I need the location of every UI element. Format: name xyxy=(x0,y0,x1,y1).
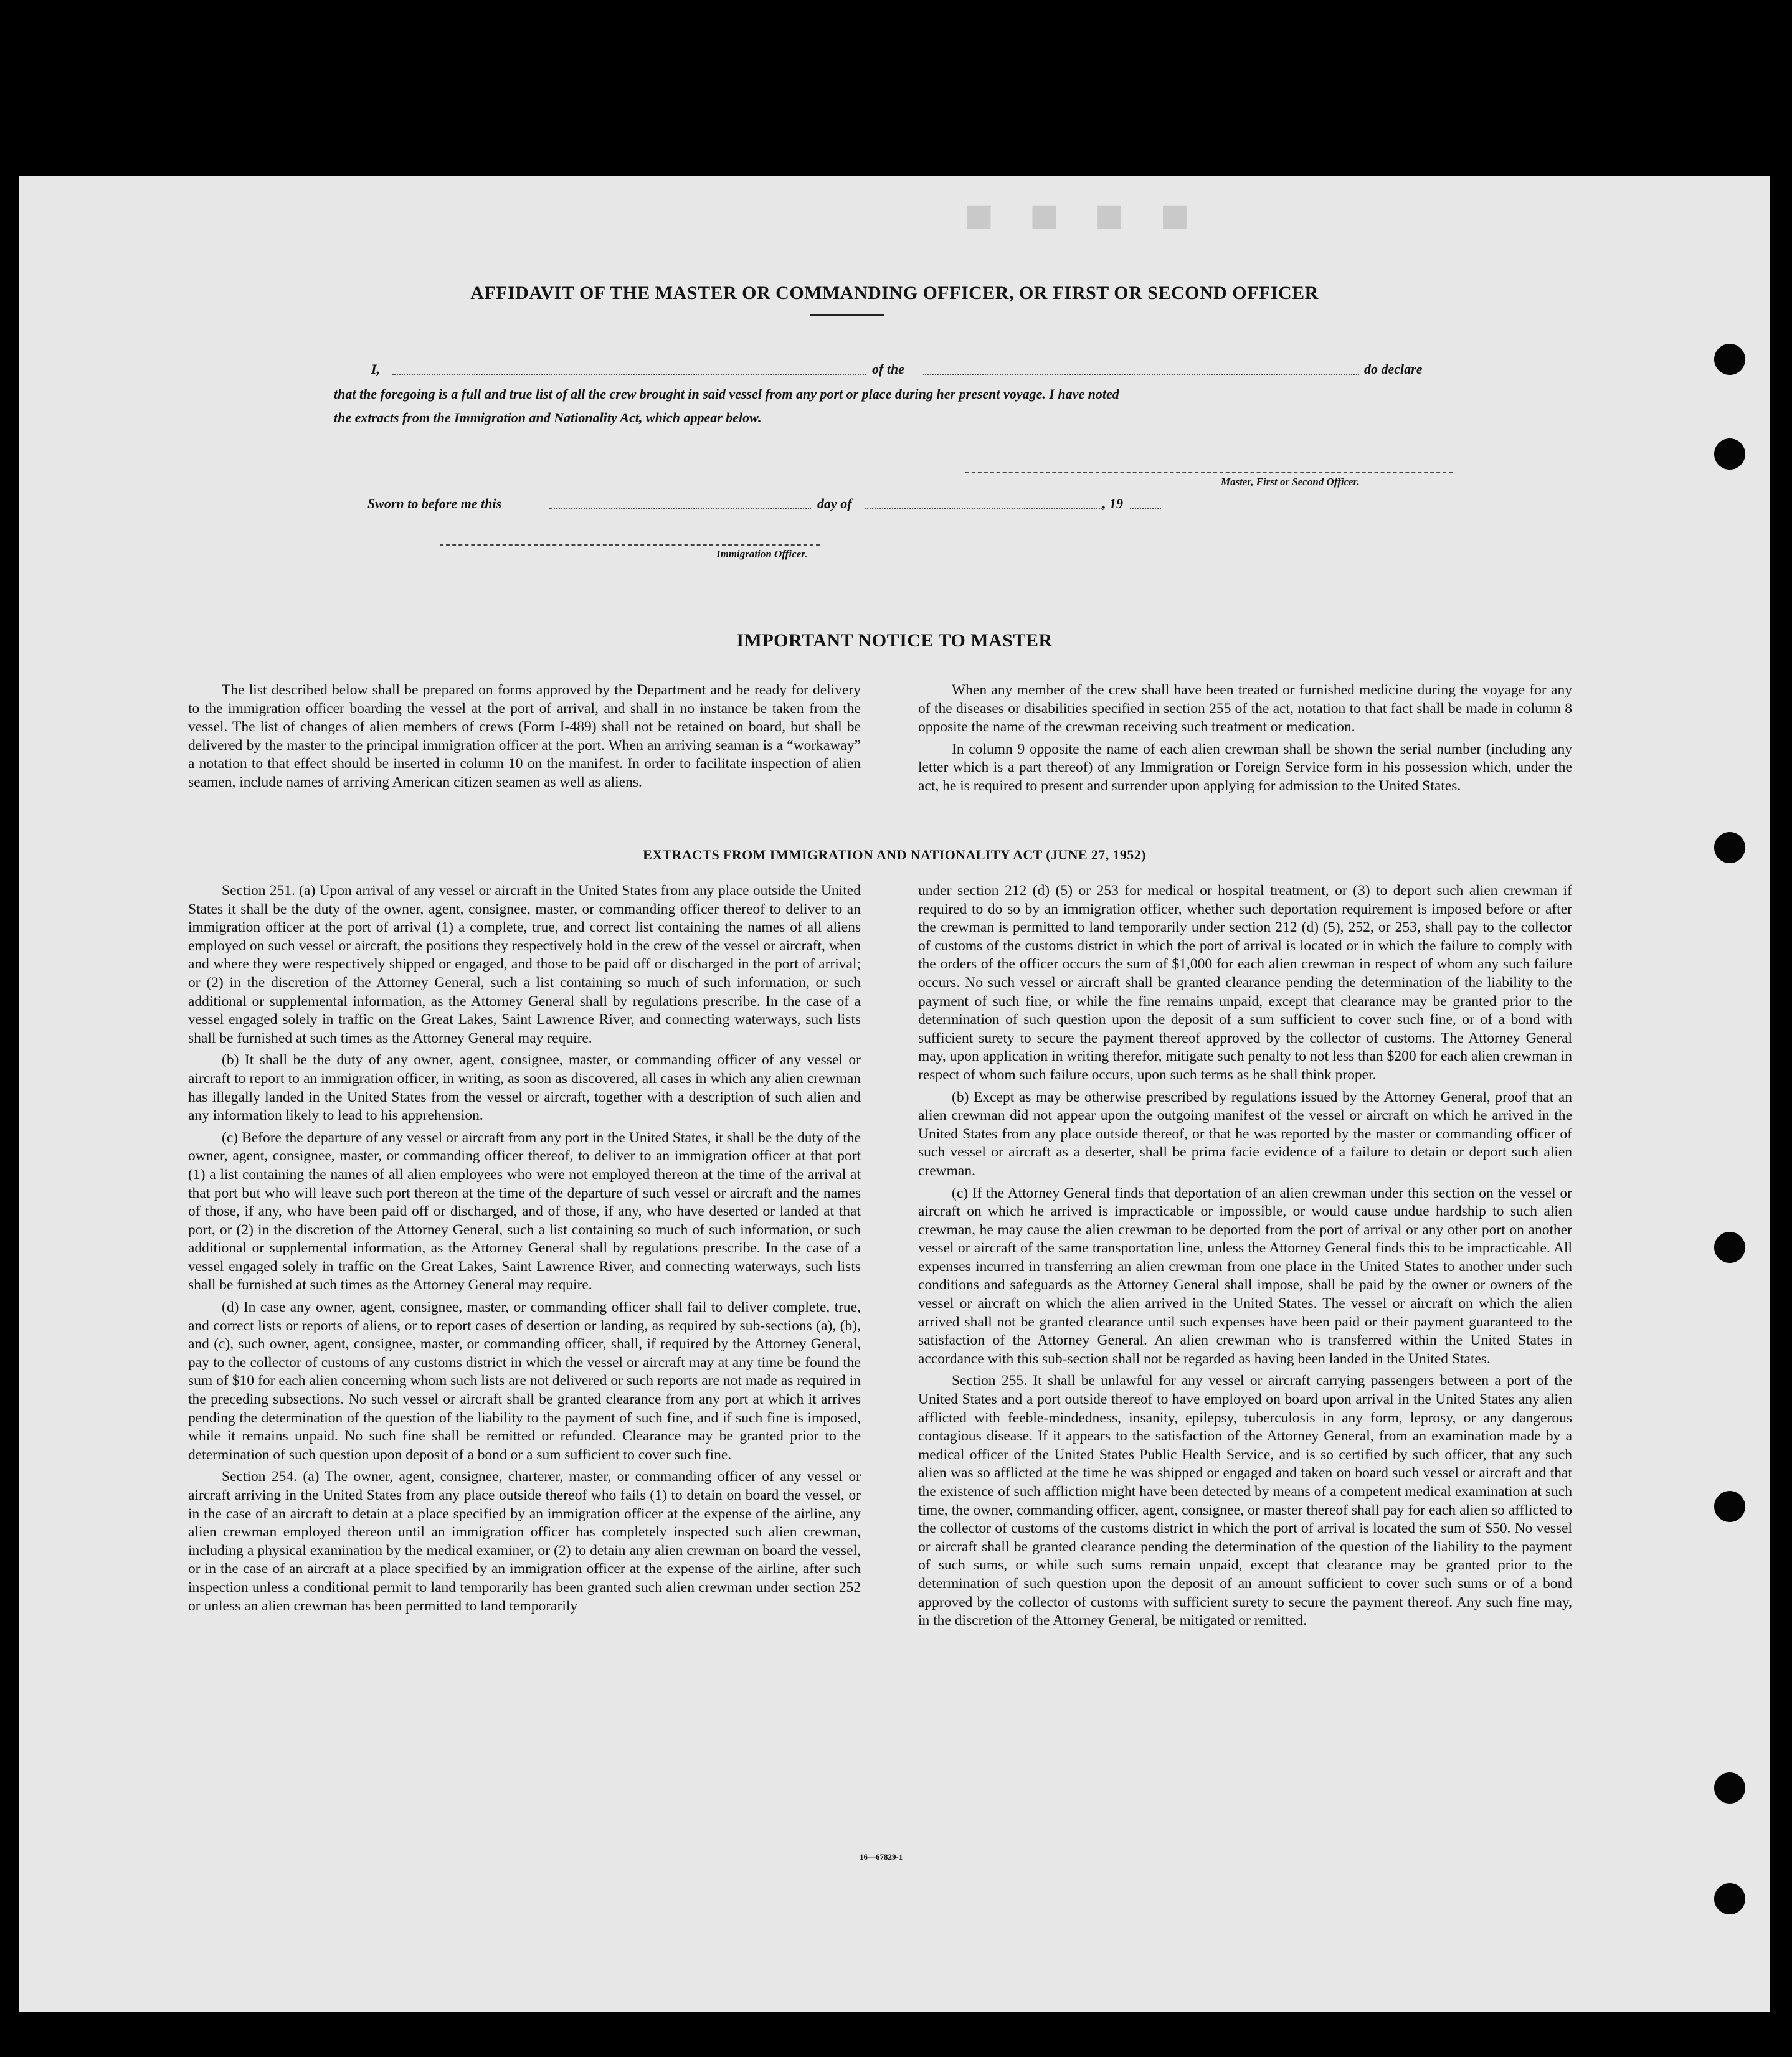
notice-title: IMPORTANT NOTICE TO MASTER xyxy=(736,630,1053,651)
extract-paragraph: (b) It shall be the duty of any owner, agent, consignee, master, or commanding officer of any vessel or aircraft to report to an immigration officer, in writing, as soon as discovered, all cases in which any alien crewman has illegally landed in the United States from the vessel or aircraft, together with a description of such alien and any information likely to lead to his apprehension. xyxy=(188,1052,861,1124)
extract-paragraph: (c) Before the departure of any vessel or aircraft from any port in the United States, it shall be the duty of the owner, agent, consignee, master, or commanding officer thereof, to deliver to an immigration officer at that port (1) a list containing the names of all alien employees who were not employed thereon at the time of the arrival at that port but who will leave such port thereon at the time of the departure of such vessel or aircraft and the names of those, if any, who have been paid off or discharged, and of those, if any, who have deserted or landed at that port, or (2) in the discretion of the Attorney General, such a list containing so much of such information, or such additional or supplemental information, as the Attorney General shall by regulations prescribe. In the case of a vessel engaged solely in traffic on the Great Lakes, Saint Lawrence River, and connecting waterways, such lists shall be furnished at such times as the Attorney General may require. xyxy=(188,1129,861,1293)
punch-hole xyxy=(1714,1491,1745,1522)
extract-paragraph: Section 255. It shall be unlawful for any vessel or aircraft carrying passengers between a port of the United States and a port outside thereof to have employed on board upon arrival in the United States any alien afflicted with feeble-mindedness, insanity, epilepsy, tuberculosis in any form, leprosy, or any dangerous contagious disease. If it appears to the satisfaction of the Attorney General, from an examination made by a medical officer of the United States Public Health Service, and is so certified by such officer, that any such alien was so afflicted at the time he was shipped or engaged and taken on board such vessel or aircraft and that the existence of such affliction might have been detected by means of a competent medical examination at such time, the owner, commanding officer, agent, consignee, or master thereof shall pay for each alien so afflicted to the collector of customs of the customs district in which the port of arrival is located the sum of $50. No vessel or aircraft shall be granted clearance pending the determination of the question of the liability to the payment of such sums, or while such sums remain unpaid, except that clearance may be granted prior to the determination of such question upon the deposit of an amount sufficient to cover such sums or of a bond approved by the collector of customs with sufficient surety to secure the payment thereof. Any such fine may, in the discretion of the Attorney General, be mitigated or remitted. xyxy=(918,1373,1572,1629)
notice-right-paragraph-2: In column 9 opposite the name of each alien crewman shall be shown the serial number (including any letter which is a part thereof) of any Immigration or Foreign Service form in his possession which, under the act, he is required to present and surrender upon applying for admission to the United States. xyxy=(918,740,1572,794)
extract-paragraph: (d) In case any owner, agent, consignee, master, or commanding officer shall fail to deliver complete, true, and correct lists or reports of aliens, or to report cases of desertion or landing, as required by sub-sections (a), (b), and (c), such owner, agent, consignee, master, or commanding officer, shall, if required by the Attorney General, pay to the collector of customs of any customs district in which the vessel or aircraft may at any time be found the sum of $10 for each alien concerning whom such lists are not delivered or such reports are not made as required in the preceding subsections. No such vessel or aircraft shall be granted clearance from any port at which it arrives pending the determination of the question of the liability to the payment of such fine, and if such fine is imposed, while it remains unpaid. No such fine shall be remitted or refunded. Clearance may be granted prior to the determination of such question upon deposit of a bond or a sum sufficient to cover such fine. xyxy=(188,1299,861,1463)
punch-hole xyxy=(1714,344,1745,375)
title-rule xyxy=(810,314,884,316)
extract-paragraph: (c) If the Attorney General finds that deportation of an alien crewman under this section on the vessel or aircraft on which he arrived is impracticable or impossible, or would cause undue hardship to such alien crewman, he may cause the alien crewman to be deported from the port of arrival or any other port on another vessel or aircraft of the same transportation line, unless the Attorney General finds this to be impracticable. All expenses incurred in transferring an alien crewman from one place in the United States to another under such conditions and safeguards as the Attorney General shall impose, shall be paid by the owner or owners of the vessel or aircraft on which the alien arrived in the United States. The vessel or aircraft on which the alien arrived shall not be granted clearance until such expenses have been paid or their payment guaranteed to the satisfaction of the Attorney General. An alien crewman who is transferred within the United States in accordance with this sub-section shall not be regarded as having been landed in the United States. xyxy=(918,1185,1572,1367)
extract-paragraph: under section 212 (d) (5) or 253 for medical or hospital treatment, or (3) to deport such alien crewman if required to do so by an immigration officer, whether such deportation requirement is imposed before or after the crewman is permitted to land temporarily under section 212 (d) (5), 252, or 253, shall pay to the collector of customs of the customs district in which the port of arrival is located or in which the failure to comply with the orders of the officer occurs the sum of $1,000 for each alien crewman in respect of whom any such failure occurs. No such vessel or aircraft shall be granted clearance pending the determination of the liability to the payment of such fine, or while the fine remains unpaid, except that clearance may be granted prior to the determination of such question upon the deposit of a sum sufficient to cover such fine, or of a bond with sufficient surety to secure the payment thereof approved by the collector of customs. The Attorney General may, upon application in writing therefor, mitigate such penalty to not less than $200 for each alien crewman in respect of whom such failure occurs, upon such terms as he shall think proper. xyxy=(918,882,1572,1083)
vessel-name-field[interactable] xyxy=(923,374,1359,375)
punch-hole xyxy=(1714,832,1745,863)
document-page xyxy=(19,176,1770,2012)
extract-paragraph: Section 254. (a) The owner, agent, consignee, charterer, master, or commanding officer of any vessel or aircraft arriving in the United States from any place outside thereof who fails (1) to detain on board the vessel, or in the case of an aircraft to detain at a place specified by an immigration officer at the expense of the airline, any alien crewman employed thereon until an immigration officer has completely inspected such alien crewman, including a physical examination by the medical examiner, or (2) to detain any alien crewman on board the vessel, or in the case of an aircraft at a place specified by an immigration officer at the expense of the airline, after such inspection unless a conditional permit to land temporarily has been granted such alien crewman under section 252 or unless an alien crewman has been permitted to land temporarily xyxy=(188,1468,861,1614)
sworn-label: Sworn to before me this xyxy=(367,496,502,511)
officer-signature-label: Immigration Officer. xyxy=(716,548,808,560)
master-signature-field[interactable] xyxy=(965,472,1453,473)
notice-right-paragraph-1: When any member of the crew shall have been treated or furnished medicine during the voyage for any of the diseases or disabilities specified in section 255 of the act, notation to that fact shall be made in column 8 opposite the name of the crewman receiving such treatment or medication. xyxy=(918,682,1572,735)
sworn-day-field[interactable] xyxy=(549,508,811,509)
notice-left-column xyxy=(188,681,861,796)
of-the-label: of the xyxy=(872,361,904,377)
affidavit-statement-line: that the foregoing is a full and true list of all the crew brought in said vessel from any port or place during her present voyage. I have noted xyxy=(334,386,1119,402)
master-signature-label: Master, First or Second Officer. xyxy=(1221,476,1360,488)
punch-hole xyxy=(1714,1232,1745,1263)
affidavit-statement-line-2: the extracts from the Immigration and Nationality Act, which appear below. xyxy=(334,410,762,425)
declarant-i-label: I, xyxy=(371,361,381,377)
affidavit-title: AFFIDAVIT OF THE MASTER OR COMMANDING OFFICER, OR FIRST OR SECOND OFFICER xyxy=(470,283,1319,303)
punch-hole xyxy=(1714,1772,1745,1804)
extracts-right-column xyxy=(918,882,1572,1634)
do-declare-label: do declare xyxy=(1364,361,1423,377)
bleed-through-mark: ■ ■ ■ ■ xyxy=(953,187,1190,242)
punch-hole xyxy=(1714,1883,1745,1914)
officer-signature-field[interactable] xyxy=(440,544,820,546)
sworn-year-field[interactable] xyxy=(1130,508,1161,509)
punch-hole xyxy=(1714,438,1745,470)
declarant-name-field[interactable] xyxy=(392,374,866,375)
extracts-left-column xyxy=(188,882,861,1619)
form-code: 16—67829-1 xyxy=(860,1852,903,1861)
notice-left-paragraph: The list described below shall be prepared on forms approved by the Department and be ready for delivery to the immigration officer boarding the vessel at the port of arrival, and shall in no instance be taken from the vessel. The list of changes of alien members of crews (Form I-489) shall not be retained on board, but shall be delivered by the master to the principal immigration officer at the port. When an arriving seaman is a “workaway” a notation to that effect should be inserted in column 10 on the manifest. In order to facilitate inspection of alien seamen, include names of arriving American citizen seamen as well as aliens. xyxy=(188,682,861,790)
day-of-label: day of xyxy=(817,496,852,511)
year-label: , 19 xyxy=(1102,496,1123,511)
notice-right-column xyxy=(918,681,1572,800)
extracts-title: EXTRACTS FROM IMMIGRATION AND NATIONALITY ACT (JUNE 27, 1952) xyxy=(643,847,1146,863)
extract-paragraph: (b) Except as may be otherwise prescribed by regulations issued by the Attorney General, proof that an alien crewman did not appear upon the outgoing manifest of the vessel or aircraft on which he arrived in the United States from any place outside thereof, or that he was reported by the master or commanding officer of such vessel or aircraft as a deserter, shall be prima facie evidence of a failure to detain or deport such alien crewman. xyxy=(918,1089,1572,1179)
sworn-month-field[interactable] xyxy=(865,508,1102,509)
extract-paragraph: Section 251. (a) Upon arrival of any vessel or aircraft in the United States from any place outside the United States it shall be the duty of the owner, agent, consignee, master, or commanding officer thereof to deliver to an immigration officer at the port of arrival (1) a complete, true, and correct list containing the names of all aliens employed on such vessel or aircraft, the positions they respectively hold in the crew of the vessel or aircraft, when and where they were respectively shipped or engaged, and those to be paid off or discharged in the port of arrival; or (2) in the discretion of the Attorney General, such a list containing so much of such information, or such additional or supplemental information, as the Attorney General shall by regulations prescribe. In the case of a vessel engaged solely in traffic on the Great Lakes, Saint Lawrence River, and connecting waterways, such lists shall be furnished at such times as the Attorney General may require. xyxy=(188,882,861,1046)
